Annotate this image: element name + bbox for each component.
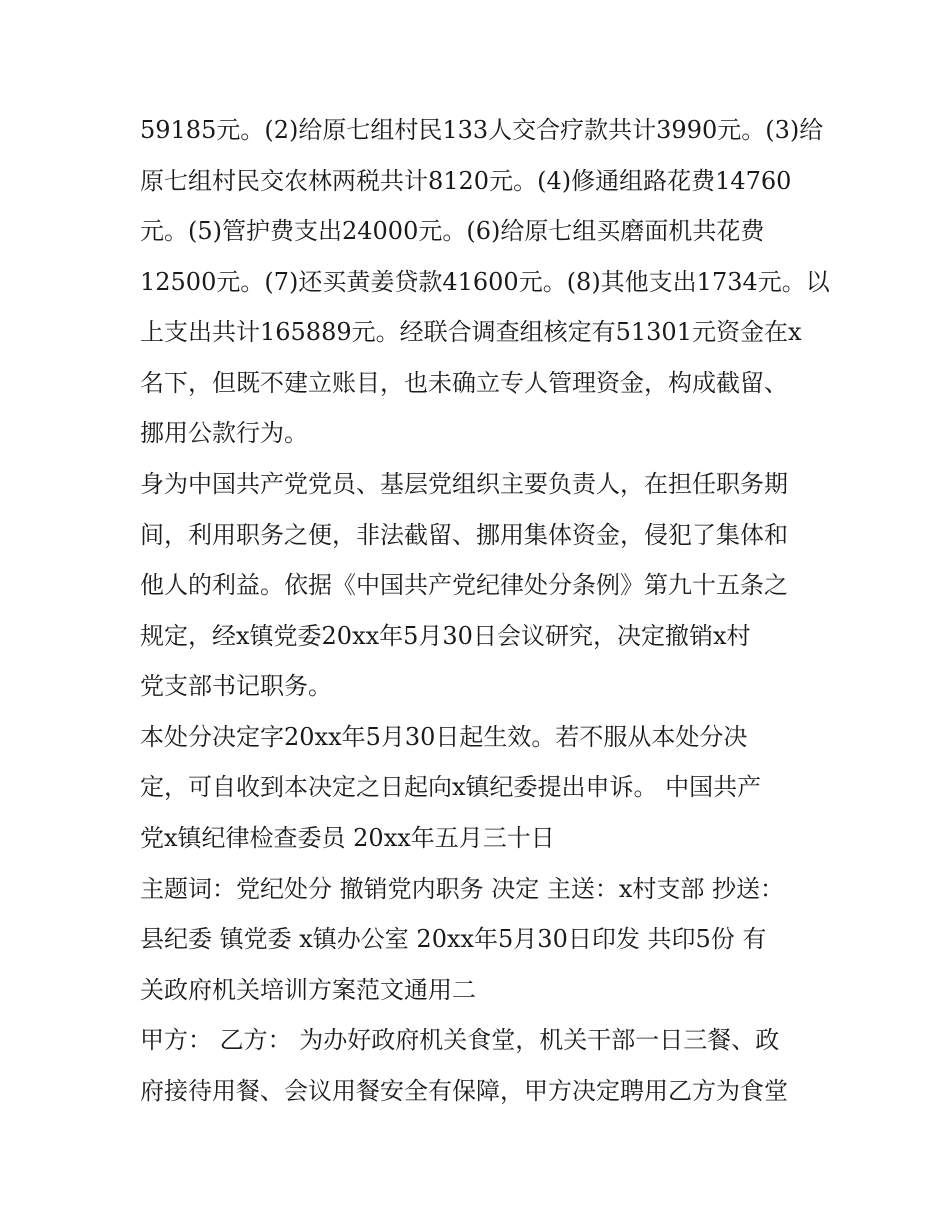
text-line: 规定，经x镇党委20xx年5月30日会议研究，决定撤销x村 (140, 622, 751, 650)
text-line: 定，可自收到本决定之日起向x镇纪委提出申诉。 中国共产 (140, 773, 762, 801)
text-line: 12500元。(7)还买黄姜贷款41600元。(8)其他支出1734元。以 (140, 268, 830, 296)
text-line: 原七组村民交农林两税共计8120元。(4)修通组路花费14760 (140, 167, 792, 195)
text-line: 县纪委 镇党委 x镇办公室 20xx年5月30日印发 共印5份 有 (140, 925, 767, 953)
text-line: 关政府机关培训方案范文通用二 (140, 976, 476, 1004)
text-line: 主题词：党纪处分 撤销党内职务 决定 主送：x村支部 抄送： (140, 875, 785, 903)
text-line: 党支部书记职务。 (140, 672, 332, 700)
text-line: 名下，但既不建立账目，也未确立专人管理资金，构成截留、 (140, 369, 788, 397)
text-line: 甲方： 乙方： 为办好政府机关食堂，机关干部一日三餐、政 (140, 1026, 780, 1054)
text-line: 府接待用餐、会议用餐安全有保障，甲方决定聘用乙方为食堂 (140, 1077, 788, 1105)
text-line: 他人的利益。依据《中国共产党纪律处分条例》第九十五条之 (140, 571, 788, 599)
text-line: 上支出共计165889元。经联合调查组核定有51301元资金在x (140, 318, 802, 346)
text-line: 挪用公款行为。 (140, 419, 308, 447)
text-line: 元。(5)管护费支出24000元。(6)给原七组买磨面机共花费 (140, 217, 765, 245)
text-line: 党x镇纪律检查委员 20xx年五月三十日 (140, 824, 555, 852)
text-line: 本处分决定字20xx年5月30日起生效。若不服从本处分决 (140, 723, 748, 751)
text-line: 间，利用职务之便，非法截留、挪用集体资金，侵犯了集体和 (140, 521, 788, 549)
text-line: 59185元。(2)给原七组村民133人交合疗款共计3990元。(3)给 (140, 116, 824, 144)
text-line: 身为中国共产党党员、基层党组织主要负责人，在担任职务期 (140, 470, 788, 498)
